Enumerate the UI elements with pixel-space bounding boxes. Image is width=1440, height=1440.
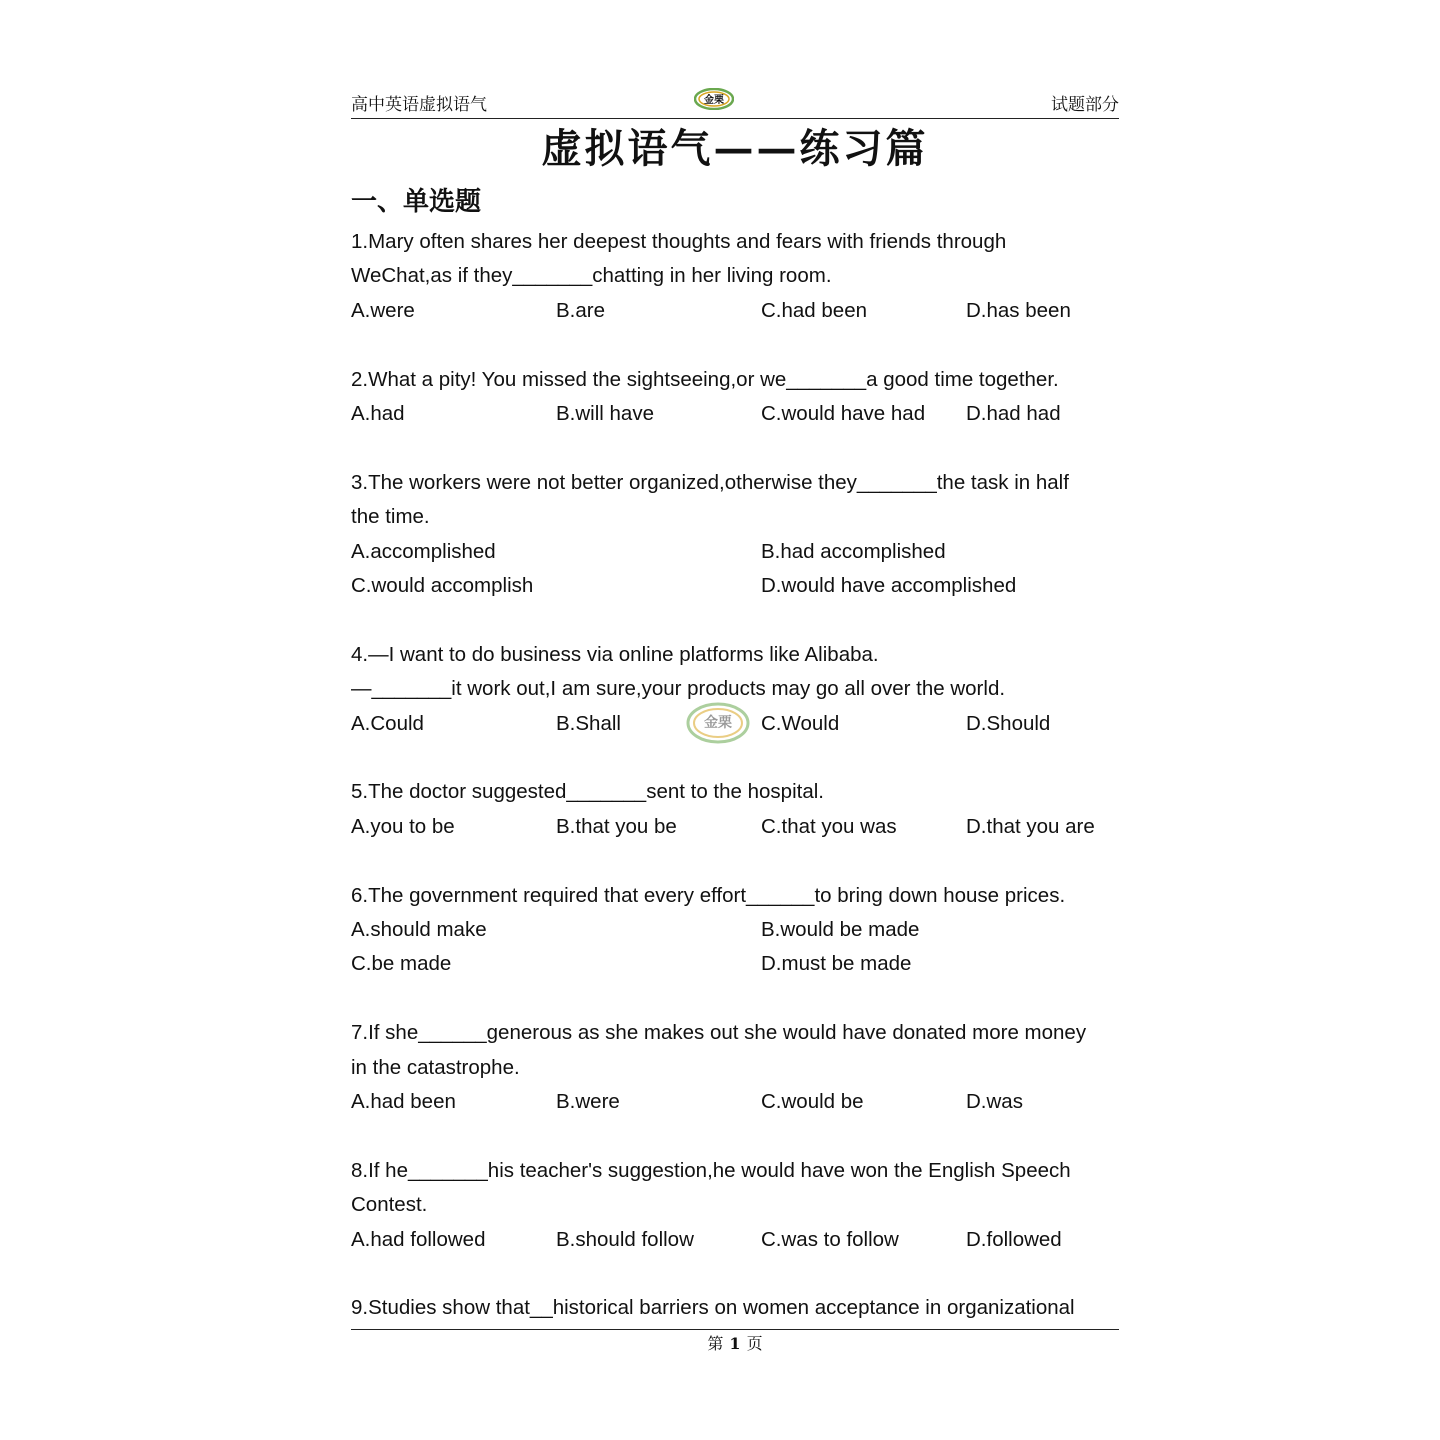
question-text: 7.If she______generous as she makes out she would have donated more money [351,1021,1087,1045]
section-heading: 一、单选题 [351,187,482,217]
question-text: 3.The workers were not better organized,otherwise they_______the task in half [351,470,1069,494]
question-text: Contest. [351,1193,428,1217]
option-d[interactable]: D.would have accomplished [761,574,1017,598]
question-3 [351,466,1119,604]
option-b[interactable]: B.would be made [761,918,920,942]
footer-divider [351,1329,1119,1330]
option-b[interactable]: B.were [556,1090,620,1114]
option-b[interactable]: B.should follow [556,1227,694,1251]
question-6 [351,879,1119,982]
svg-text:金栗: 金栗 [704,715,732,731]
option-a[interactable]: A.were [351,298,415,322]
option-c[interactable]: C.Would [761,711,840,735]
question-text: the time. [351,505,430,529]
answer-options [351,1085,1119,1119]
question-text: in the catastrophe. [351,1055,520,1079]
question-text: 5.The doctor suggested_______sent to the hospital. [351,780,824,804]
answer-options [351,913,1119,982]
option-b[interactable]: B.had accomplished [761,539,946,563]
question-7 [351,1016,1119,1119]
option-b[interactable]: B.that you be [556,814,677,838]
option-b[interactable]: B.will have [556,402,654,426]
option-a[interactable]: A.accomplished [351,539,496,563]
option-c[interactable]: C.that you was [761,814,897,838]
option-d[interactable]: D.that you are [966,814,1095,838]
option-a[interactable]: A.Could [351,711,424,735]
question-text: 9.Studies show that__historical barriers on women acceptance in organizational [351,1296,1075,1320]
question-text: WeChat,as if they_______chatting in her living room. [351,264,832,288]
answer-options [351,535,1119,604]
option-b[interactable]: B.Shall [556,711,621,735]
question-text: 6.The government required that every effort______to bring down house prices. [351,883,1066,907]
question-text: 2.What a pity! You missed the sightseeing,or we_______a good time together. [351,367,1059,391]
option-c[interactable]: C.was to follow [761,1227,899,1251]
option-a[interactable]: A.had followed [351,1227,486,1251]
option-c[interactable]: C.had been [761,298,868,322]
option-a[interactable]: A.you to be [351,814,455,838]
page-number-prefix: 第 [707,1334,724,1353]
answer-options [351,810,1119,844]
option-c[interactable]: C.would be [761,1090,864,1114]
question-5 [351,775,1119,844]
option-b[interactable]: B.are [556,298,605,322]
option-d[interactable]: D.had had [966,402,1061,426]
page-header [351,84,1119,119]
option-a[interactable]: A.had [351,402,405,426]
page-number [351,1332,1119,1356]
page-title: 虚拟语气——练习篇 [541,125,929,172]
brand-logo-icon [694,88,734,110]
answer-options [351,1223,1119,1257]
option-a[interactable]: A.should make [351,918,487,942]
answer-options [351,397,1119,431]
answer-options [351,294,1119,328]
option-c[interactable]: C.would accomplish [351,574,534,598]
question-8 [351,1154,1119,1257]
page-number-value: 1 [729,1334,741,1353]
page-number-suffix: 页 [746,1334,763,1353]
option-d[interactable]: D.must be made [761,952,912,976]
option-c[interactable]: C.be made [351,952,452,976]
svg-text:金栗: 金栗 [704,95,724,106]
option-d[interactable]: D.Should [966,711,1051,735]
question-text: 1.Mary often shares her deepest thoughts and fears with friends through [351,230,1007,253]
question-1 [351,225,1119,328]
watermark-logo-icon [686,702,750,744]
question-text: 4.—I want to do business via online platforms like Alibaba. [351,642,879,666]
question-9 [351,1291,1119,1325]
option-c[interactable]: C.would have had [761,402,926,426]
option-d[interactable]: D.followed [966,1227,1062,1251]
question-text: 8.If he_______his teacher's suggestion,he would have won the English Speech [351,1158,1071,1182]
option-d[interactable]: D.has been [966,298,1071,322]
option-d[interactable]: D.was [966,1090,1023,1114]
header-section-label: 试题部分 [1051,95,1119,114]
question-text: —_______it work out,I am sure,your products may go all over the world. [351,677,1006,701]
question-list [351,225,1119,1360]
option-a[interactable]: A.had been [351,1090,456,1114]
header-subject: 高中英语虚拟语气 [351,95,487,114]
question-2 [351,363,1119,432]
